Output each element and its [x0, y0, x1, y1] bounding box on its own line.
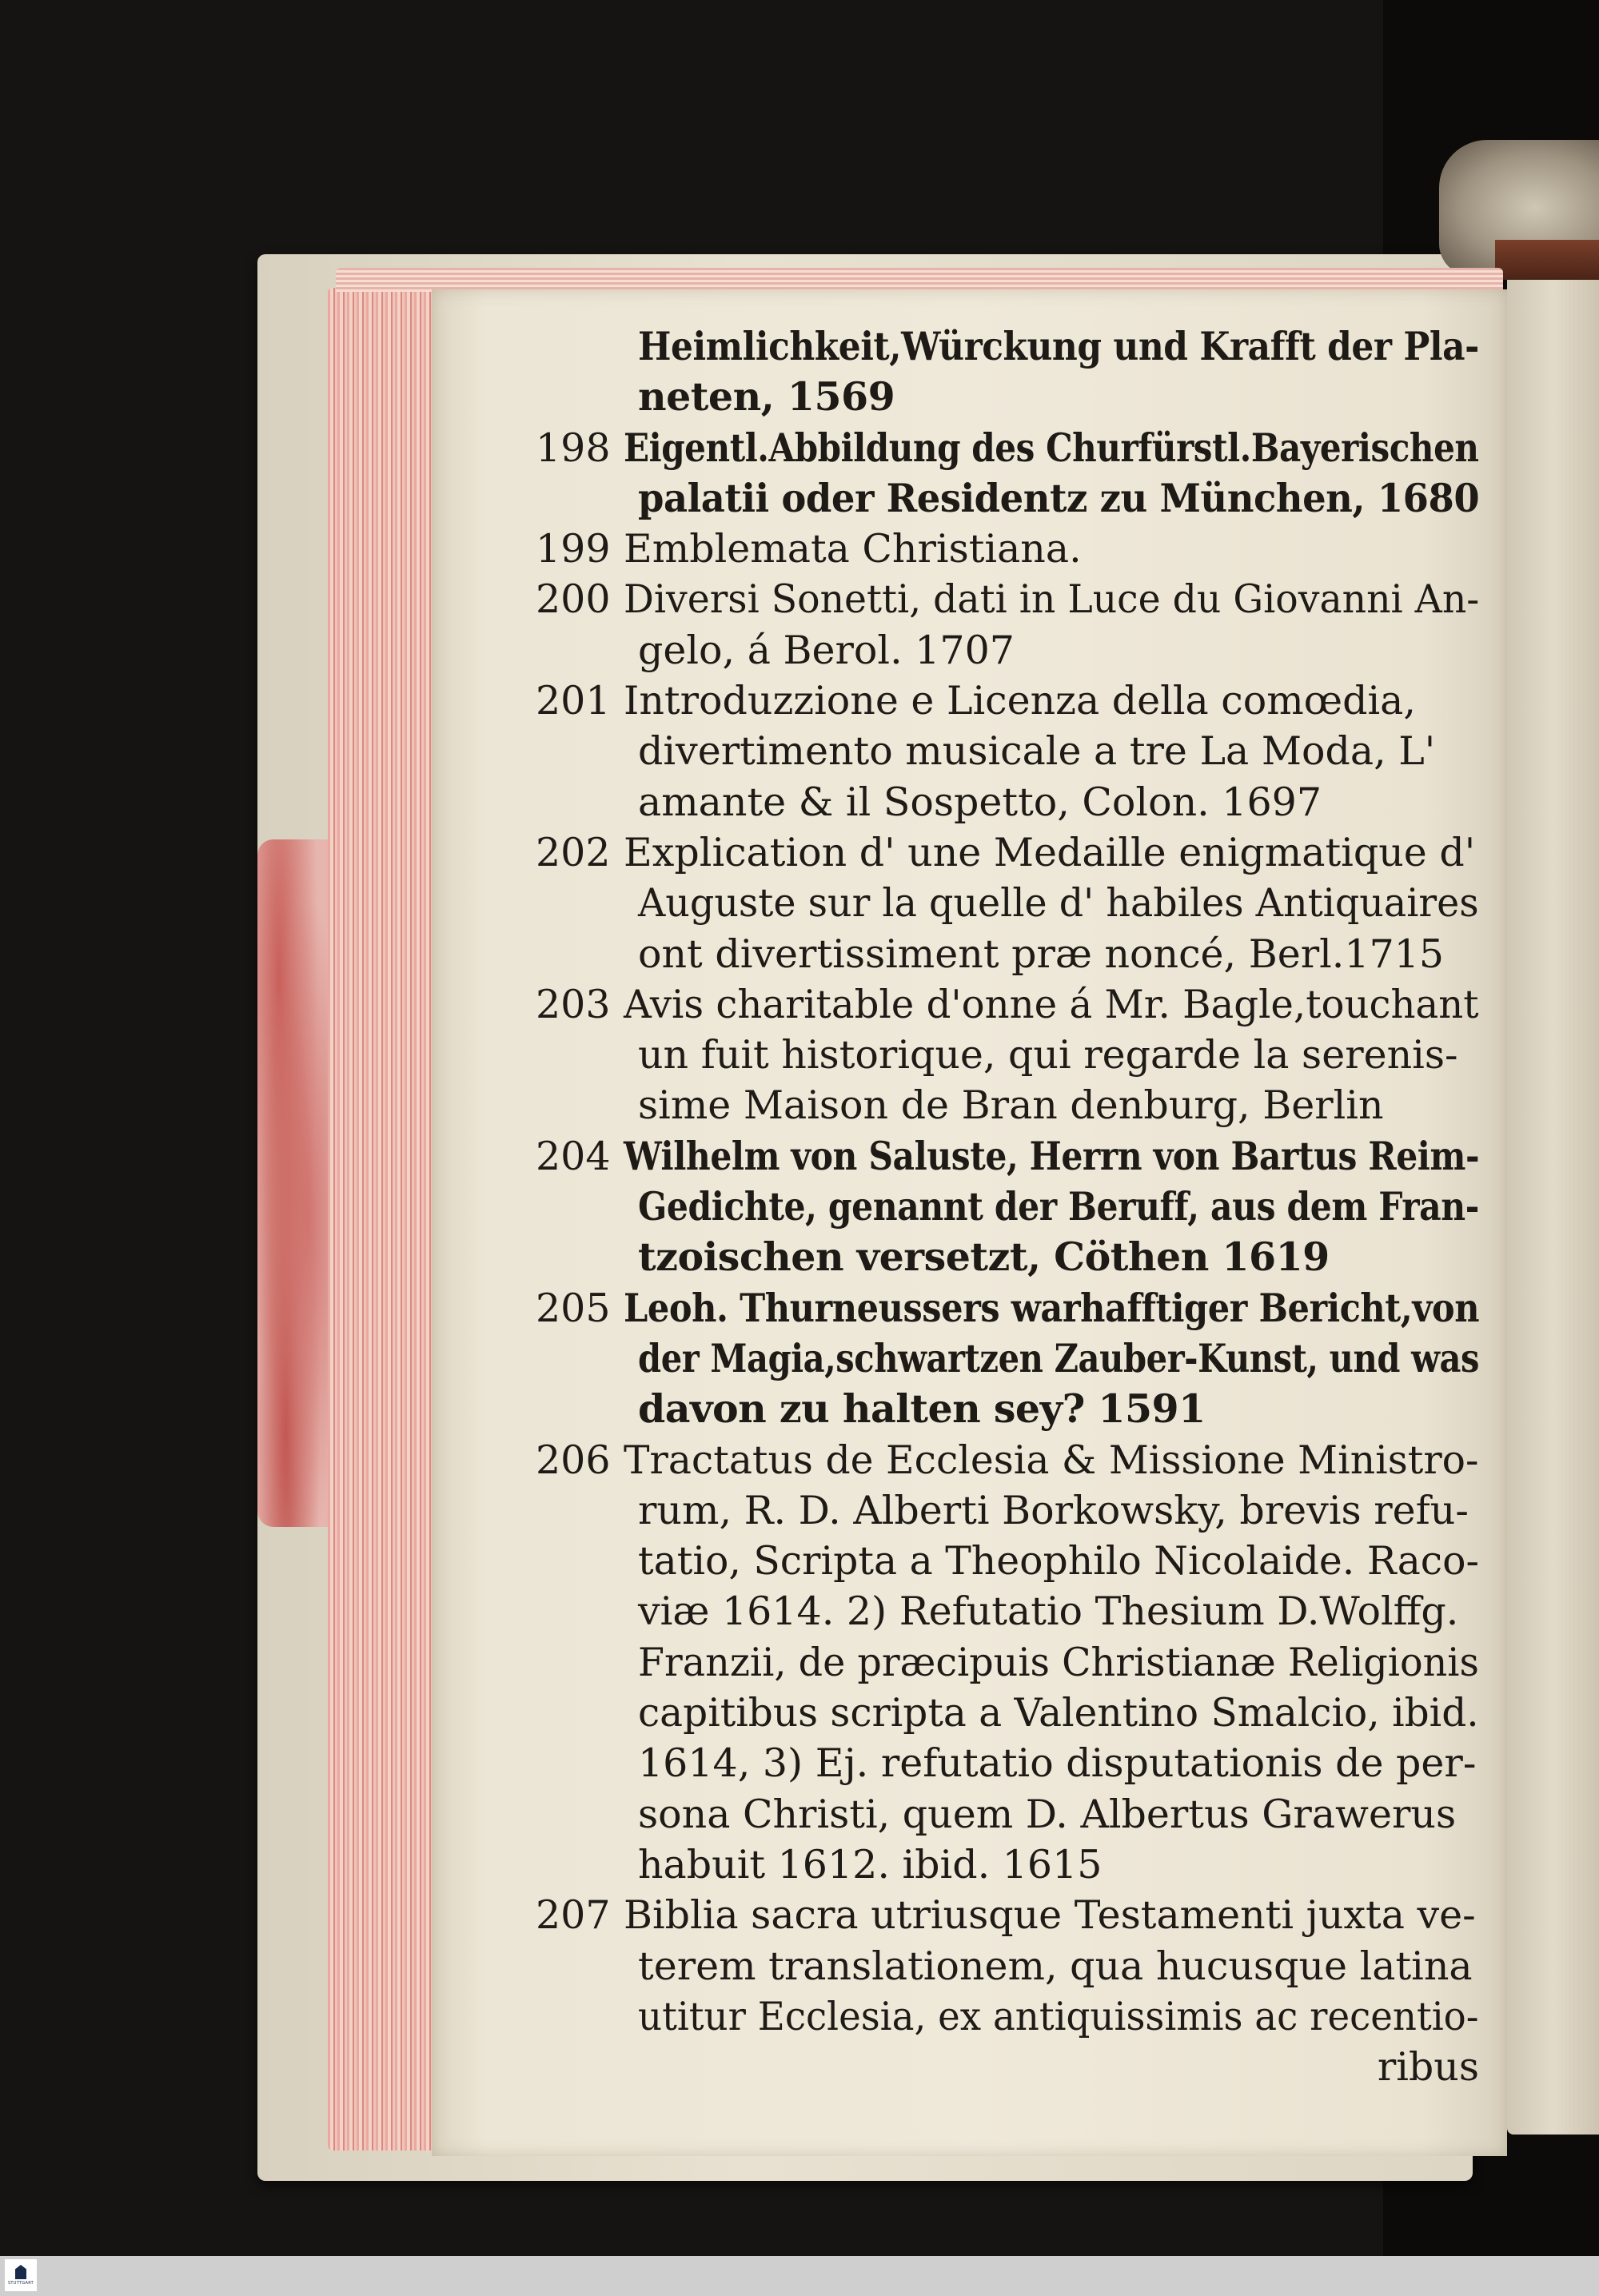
entry-text: davon zu halten sey? 1591 [638, 1385, 1206, 1433]
catalogue-text [536, 321, 1479, 2092]
catalogue-line [536, 2042, 1479, 2092]
catalogue-line [536, 1435, 1479, 1485]
page-block-edges [328, 288, 448, 2151]
entry-text: tzoischen versetzt, Cöthen 1619 [638, 1234, 1330, 1281]
entry-text: amante & il Sospetto, Colon. 1697 [638, 779, 1322, 825]
entry-number: 206 [536, 1437, 611, 1483]
catalogue-line [536, 1030, 1479, 1080]
entry-text: Eigentl.Abbildung des Churfürstl.Bayerischen [624, 424, 1479, 471]
entry-number: 202 [536, 829, 611, 875]
catalogue-line [536, 1637, 1479, 1688]
catalogue-line [536, 929, 1479, 979]
entry-text: Leoh. Thurneussers warhafftiger Bericht,von [624, 1284, 1480, 1331]
entry-text: 1614, 3) Ej. refutatio disputationis de per- [638, 1740, 1477, 1787]
catalogue-line [536, 1333, 1479, 1384]
catalogue-line [536, 1131, 1479, 1182]
marbled-endpaper [257, 839, 329, 1527]
catalogue-line [536, 726, 1479, 776]
entry-text: Gedichte, genannt der Beruff, aus dem Fran- [638, 1183, 1479, 1230]
catalogue-line [536, 423, 1479, 473]
entry-number: 205 [536, 1285, 611, 1331]
entry-text: Emblemata Christiana. [624, 526, 1082, 572]
catalogue-line [536, 1283, 1479, 1333]
printed-page [432, 289, 1507, 2156]
catalogue-line [536, 827, 1479, 878]
entry-text: un fuit historique, qui regarde la serenis- [638, 1032, 1458, 1078]
catalogue-line [536, 574, 1479, 624]
catalogue-line [536, 676, 1479, 726]
catalogue-line [536, 1688, 1479, 1738]
entry-number: 199 [536, 526, 611, 572]
entry-text: Tractatus de Ecclesia & Missione Ministro- [624, 1437, 1479, 1483]
catalogue-line [536, 1080, 1479, 1130]
clasp-strap [1495, 240, 1599, 280]
catalogue-line [536, 777, 1479, 827]
catalogue-line [536, 1738, 1479, 1788]
entry-number: 198 [536, 425, 611, 471]
entry-text: Auguste sur la quelle d' habiles Antiquaires [638, 880, 1479, 927]
library-logo-icon[interactable]: STUTTGART [5, 2259, 37, 2291]
catalogue-line [536, 1840, 1479, 1890]
catalogue-line [536, 1485, 1479, 1536]
catalogue-line [536, 1941, 1479, 1991]
entry-text: habuit 1612. ibid. 1615 [638, 1841, 1103, 1887]
catalogue-line [536, 1890, 1479, 1940]
catalogue-line [536, 372, 1479, 422]
entry-text: Biblia sacra utriusque Testamenti juxta ve- [624, 1892, 1476, 1939]
entry-text: terem translationem, qua hucusque latina [638, 1943, 1473, 1989]
entry-text: utitur Ecclesia, ex antiquissimis ac recentio- [638, 1993, 1479, 2039]
entry-text: ont divertissiment præ noncé, Berl.1715 [638, 931, 1445, 977]
facing-page-edge [1507, 272, 1599, 2135]
entry-text: der Magia,schwartzen Zauber-Kunst, und was [638, 1334, 1480, 1381]
entry-text: neten, 1569 [638, 373, 895, 421]
entry-text: Franzii, de præcipuis Christianæ Religionis [638, 1639, 1479, 1685]
catalogue-line [536, 878, 1479, 928]
catalogue-line [536, 524, 1479, 574]
catalogue-line [536, 1384, 1479, 1434]
entry-number: 204 [536, 1133, 611, 1179]
entry-text: sime Maison de Bran denburg, Berlin [638, 1082, 1384, 1129]
catalogue-line [536, 1182, 1479, 1232]
catalogue-line [536, 321, 1479, 372]
entry-text: capitibus scripta a Valentino Smalcio, ibid. [638, 1690, 1479, 1736]
entry-text: Explication d' une Medaille enigmatique d' [624, 829, 1476, 875]
entry-text: Introduzzione e Licenza della comœdia, [624, 678, 1416, 724]
entry-text: Avis charitable d'onne á Mr. Bagle,touchant [624, 981, 1479, 1027]
entry-number: 207 [536, 1892, 611, 1939]
entry-text: palatii oder Residentz zu München, 1680 [638, 474, 1480, 521]
catalogue-line [536, 1232, 1479, 1282]
entry-text: Wilhelm von Saluste, Herrn von Bartus Reim- [624, 1132, 1480, 1179]
entry-number: 201 [536, 678, 611, 724]
entry-number: 200 [536, 576, 611, 623]
catalogue-line [536, 979, 1479, 1030]
catalogue-line [536, 1586, 1479, 1636]
entry-text: divertimento musicale a tre La Moda, L' [638, 728, 1436, 775]
catalogue-line [536, 1991, 1479, 2042]
catalogue-line [536, 625, 1479, 676]
catalogue-line [536, 473, 1479, 524]
entry-text: tatio, Scripta a Theophilo Nicolaide. Raco- [638, 1538, 1480, 1584]
entry-text: viæ 1614. 2) Refutatio Thesium D.Wolffg. [638, 1588, 1459, 1635]
entry-text: ribus [1377, 2044, 1479, 2091]
entry-text: Heimlichkeit,Würckung und Krafft der Pla- [638, 323, 1479, 369]
catalogue-line [536, 1536, 1479, 1586]
entry-number: 203 [536, 981, 611, 1027]
page-block-top-edge [336, 268, 1503, 292]
entry-text: gelo, á Berol. 1707 [638, 627, 1015, 673]
entry-text: sona Christi, quem D. Albertus Grawerus [638, 1791, 1457, 1837]
entry-text: rum, R. D. Alberti Borkowsky, brevis refu- [638, 1487, 1469, 1533]
catalogue-line [536, 1789, 1479, 1840]
viewer-footer-bar [0, 2256, 1599, 2296]
entry-text: Diversi Sonetti, dati in Luce du Giovanni An- [624, 576, 1480, 623]
